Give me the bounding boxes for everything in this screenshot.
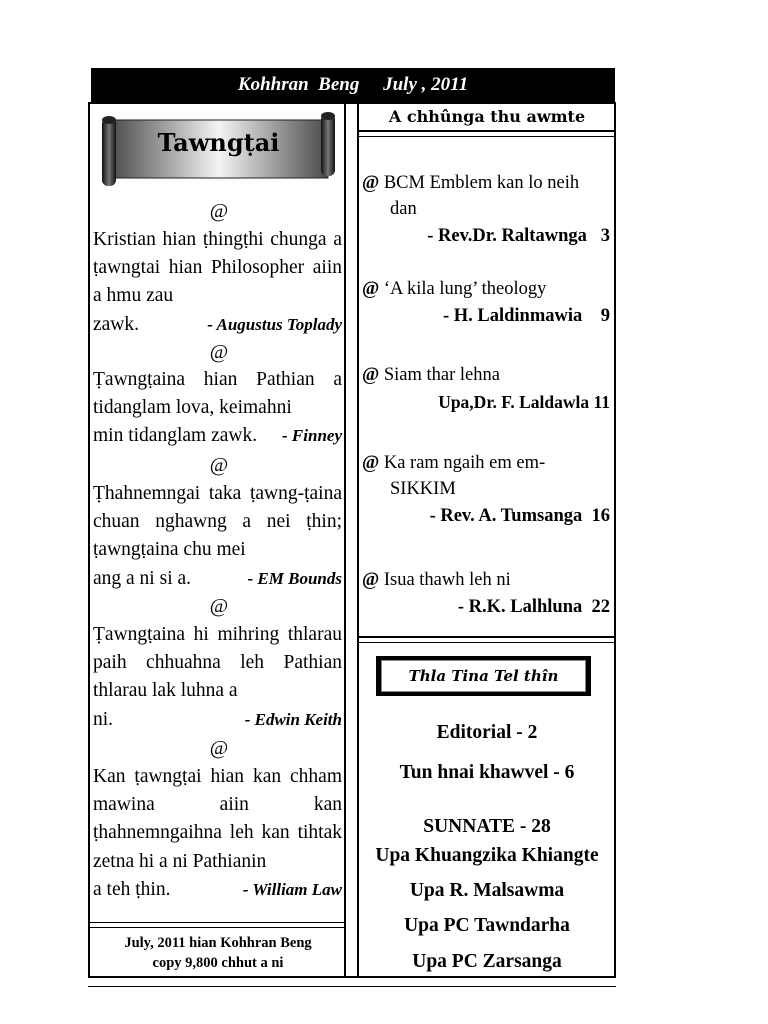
circulation-rule-top: [88, 922, 345, 923]
toc-entry-title: BCM Emblem kan lo neih: [383, 173, 580, 193]
column-divider-right: [357, 102, 359, 978]
toc-bottom-rule: [357, 636, 615, 638]
credit-name: Upa Khuangzika Khiangte: [375, 845, 599, 866]
toc-heading-rule-thin: [357, 136, 615, 137]
toc-entry-title-cont: dan: [390, 199, 417, 219]
toc-entry-author-page: - Rev.Dr. Raltawnga 3: [427, 226, 610, 246]
at-bullet: @: [362, 570, 380, 590]
masthead-bar: Kohhran Beng July , 2011: [91, 68, 615, 102]
toc-entry: [362, 170, 612, 250]
quote-body: Kan ṭawngṭai hian kan chham mawina aiin kan ṭhahnemngaihna leh kan tihtak zetna hi a ni Pathianin: [93, 766, 342, 872]
toc-entry: [362, 276, 612, 330]
quote-body: Kristian hian ṭhingṭhi chunga a ṭawngtai hian Philosopher aiin a hmu zau: [93, 229, 342, 307]
regular-features-label: Thla Tina Tel thîn: [381, 660, 586, 692]
banner-title: Tawngṭai: [157, 128, 280, 157]
toc-entry-title: Isua thawh leh ni: [383, 570, 511, 590]
frame-bottom-rule: [88, 986, 616, 987]
at-bullet: @: [362, 365, 380, 385]
quote-last-line: a teh ṭhin.: [93, 878, 171, 900]
feature-line: SUNNATE - 28: [423, 816, 551, 837]
circulation-note: [91, 933, 345, 973]
quote-2: [93, 366, 342, 451]
circulation-line: July, 2011 hian Kohhran Beng: [124, 935, 312, 951]
quote-author: - Finney: [282, 426, 342, 446]
feature-line: Tun hnai khawvel - 6: [399, 762, 575, 783]
frame-right-border: [614, 102, 616, 978]
credit-name: Upa PC Zarsanga: [412, 951, 562, 972]
quote-author: - Edwin Keith: [244, 709, 342, 729]
toc-heading-rule: [357, 130, 615, 132]
quote-author: - EM Bounds: [247, 568, 342, 588]
at-bullet: @: [362, 279, 380, 299]
at-separator: @: [209, 737, 229, 759]
toc-entry-title: Siam thar lehna: [383, 365, 500, 385]
circulation-rule-top-2: [88, 927, 345, 928]
quote-4: [93, 621, 342, 734]
toc-entry: [362, 567, 612, 621]
toc-entry-title-cont: SIKKIM: [390, 479, 456, 499]
quote-body: Ṭhahnemngai taka ṭawng-ṭaina chuan nghawng a nei ṭhin; ṭawngṭaina chu mei: [93, 483, 342, 561]
quote-1: [93, 226, 342, 339]
quote-body: Ṭawngṭaina hi mihring thlarau paih chhuahna leh Pathian thlarau lak luhna a: [93, 624, 342, 702]
quote-last-line: min tidanglam zawk.: [93, 425, 258, 447]
at-separator: @: [209, 595, 229, 617]
credit-name: Upa R. Malsawma: [409, 880, 565, 901]
credit-name: Upa PC Tawndarha: [404, 915, 570, 936]
frame-bottom-border: [88, 976, 616, 978]
feature-line: Editorial - 2: [436, 722, 538, 743]
toc-entry: [362, 450, 612, 530]
toc-entry: [362, 362, 612, 416]
at-separator: @: [209, 200, 229, 222]
toc-entry-title: Ka ram ngaih em em-: [383, 453, 546, 473]
column-divider-left: [344, 102, 346, 978]
quote-3: [93, 480, 342, 593]
toc-entry-author-page: - Rev. A. Tumsanga 16: [429, 506, 610, 526]
toc-entry-title: ‘A kila lung’ theology: [383, 279, 547, 299]
at-separator: @: [209, 454, 229, 476]
quote-last-line: ang a ni si a.: [93, 567, 192, 589]
at-bullet: @: [362, 453, 380, 473]
quote-last-line: ni.: [93, 708, 114, 730]
frame-left-border: [88, 102, 90, 978]
toc-bottom-rule-thin: [357, 642, 615, 643]
circulation-line: copy 9,800 chhut a ni: [152, 955, 284, 971]
quote-author: - William Law: [242, 879, 342, 899]
at-bullet: @: [362, 173, 380, 193]
quote-body: Ṭawngṭaina hian Pathian a tidanglam lova, keimahni: [93, 369, 342, 419]
toc-entry-author-page: - R.K. Lalhluna 22: [457, 597, 610, 617]
at-separator: @: [209, 341, 229, 363]
quote-author: - Augustus Toplady: [207, 314, 342, 334]
toc-heading: A chhûnga thu awmte: [388, 107, 586, 126]
quote-last-line: zawk.: [93, 313, 140, 335]
toc-entry-author-page: Upa,Dr. F. Laldawla 11: [438, 392, 610, 412]
quote-5: [93, 763, 342, 904]
toc-entry-author-page: - H. Laldinmawia 9: [442, 306, 610, 326]
